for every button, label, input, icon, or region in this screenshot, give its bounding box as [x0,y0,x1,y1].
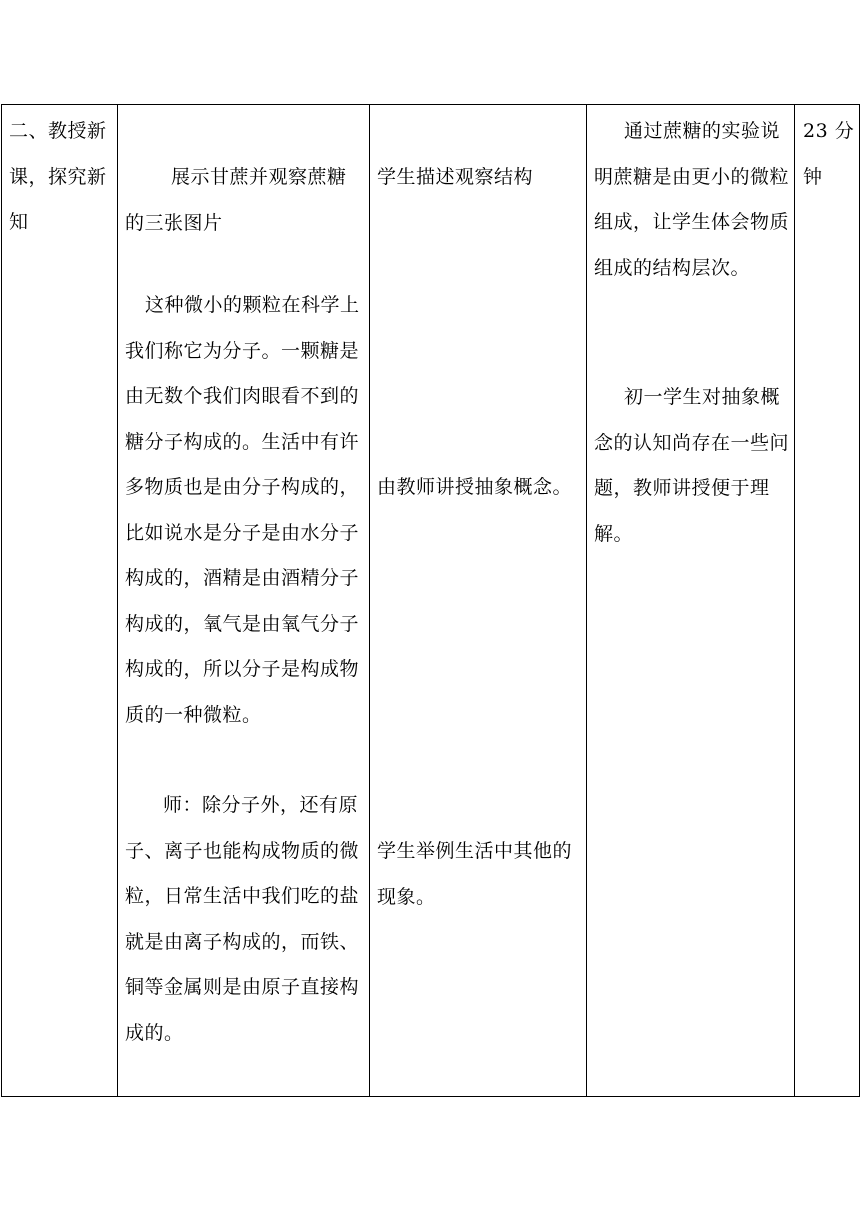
table-row [2,105,860,1097]
student-activity-1: 学生描述观察结构 [377,166,534,188]
student-activity-2: 由教师讲授抽象概念。 [377,476,573,498]
teacher-activity-cell [118,105,370,1097]
teacher-activity-2: 这种微小的颗粒在科学上我们称它为分子。一颗糖是由无数个我们肉眼看不到的糖分子构成的。生活中有许多物质也是由分子构成的，比如说水是分子是由水分子构成的，酒精是由酒精分子构成的，氧气是由氧气分子构成的，所以分子是构成物质的一种微粒。 [125,294,360,726]
design-intent-2: 初一学生对抽象概念的认知尚存在一些问题，教师讲授便于理解。 [594,386,790,545]
time-cell [795,105,860,1097]
design-intent-1: 通过蔗糖的实验说明蔗糖是由更小的微粒组成，让学生体会物质组成的结构层次。 [594,120,790,279]
lesson-plan-table [1,104,860,1097]
teacher-activity-3: 师：除分子外，还有原子、离子也能构成物质的微粒，日常生活中我们吃的盐就是由离子构成的，而铁、铜等金属则是由原子直接构成的。 [125,794,360,1044]
teacher-activity-1: 展示甘蔗并观察蔗糖的三张图片 [125,166,347,234]
time-text: 23 分钟 [803,120,855,188]
stage-text: 二、教授新课，探究新知 [9,120,107,233]
student-activity-cell [370,105,587,1097]
design-intent-cell [587,105,795,1097]
stage-cell [2,105,118,1097]
student-activity-3: 学生举例生活中其他的现象。 [377,840,573,908]
